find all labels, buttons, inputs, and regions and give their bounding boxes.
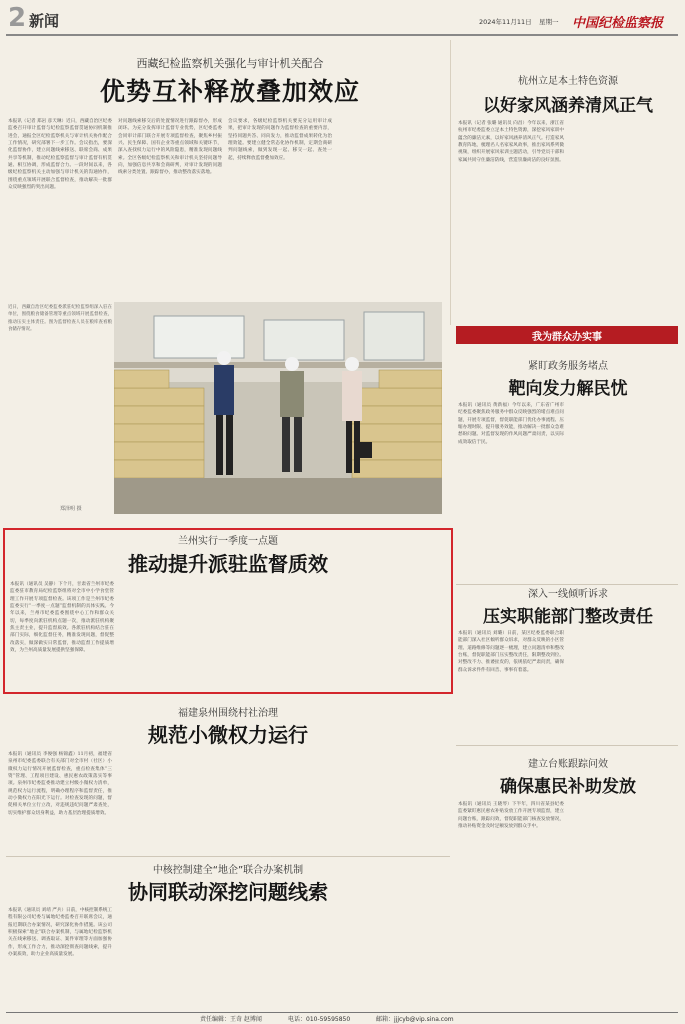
column-divider [450, 40, 451, 325]
issue-weekday: 星期一 [539, 18, 559, 26]
lanzhou-kicker: 兰州实行一季度一点题 [178, 536, 278, 547]
quanzhou-kicker: 福建泉州围绕村社治理 [178, 708, 278, 719]
quanzhou-body-col-1: 本报讯（通讯员 李俊强 杨锦鑫）11月初，福建省泉州市纪委监委联合有关部门对全市村（社区）小微权力运行情况开展监督检查，重点检查集体“三资”管理、工程项目建设、惠民惠农政策落实等事项。泉州市纪委监委推动建立村级小微权力清单，规范权力运行流程，明确办理程序和监督责任，推动小微权力在阳光下运行。对检查发现的问题，督促相关单位立行立改，对违规违纪问题严肃查处，切实维护群众切身利益，助力基层治理提质增效。 [8, 752, 112, 816]
divider-rule [456, 745, 678, 746]
subsidy-body-col-1: 本报讯（通讯员 王晓琴）下半年，四川省某县纪委监委紧盯惠民惠农补贴发放工作开展专项监督，建立问题台账，跟踪问效，督促职能部门核查发放情况，推动补贴资金及时足额发放到群众手中。 [458, 802, 564, 830]
guangzhou-body-col-2 [570, 402, 676, 580]
footer-phone: 电话：010-59595850 [288, 1016, 351, 1023]
section-name: 新闻 [29, 12, 60, 30]
hangzhou-kicker: 杭州立足本土特色资源 [518, 76, 618, 87]
top-col-3: 会议要求，各级纪检监察机关要充分运用审计成果，把审计发现的问题作为监督检查的重要内容，坚持同题共答、同向发力，推动监督成果转化为治理效能。要建立健全常态化协作机制，定期会商研判问题线索，做到发现一起、移交一起、查处一起，持续释放监督叠加效应。 [228, 119, 332, 161]
subsidy-body-col-2 [570, 801, 676, 1011]
top-col-4 [338, 118, 442, 296]
rectify-headline: 压实职能部门整改责任 [483, 607, 653, 627]
page-number: 2 [8, 3, 27, 33]
top-headline: 优势互补释放叠加效应 [99, 77, 360, 106]
rectify-body-col-1: 本报讯（通讯员 刘璐）日前，某区纪委监委联合职能部门深入社区倾听群众诉求，对群众反映的小区管理、道路维修等问题逐一梳理，建立问题清单和整改台账，督促职能部门压实整改责任，限期整改到位。对整改不力、推诿扯皮的，依规依纪严肃问责，确保群众诉求件件有回音、事事有着落。 [458, 631, 564, 673]
quanzhou-body-col-2 [118, 751, 222, 851]
photo-caption: 近日，西藏自治区纪委监委派驻纪检监察组深入驻在单位，围绕粮食储备管理等重点领域开展监督检查，推动压实主体责任。图为监督检查人员在粮库查看粮食储存情况。 [8, 305, 112, 333]
granary-photo [114, 302, 442, 514]
rectify-kicker: 深入一线倾听诉求 [528, 589, 608, 600]
top-col-2: 对问题线索移交后的处置情况进行跟踪督办，形成闭环。为充分发挥审计监督专业优势，区纪委监委会同审计部门联合开展专项监督检查，聚焦乡村振兴、民生保障、国有企业等重点领域和关键环节，深入查找权力运行中的风险隐患，精准发现问题线索。全区各级纪检监察机关和审计机关坚持问题导向，加强信息共享和会商研判，对审计发现的问题线索分类处置、跟踪督办，推动整改落实落地。 [118, 119, 222, 176]
hangzhou-headline: 以好家风涵养清风正气 [483, 96, 653, 116]
footer-editor: 责任编辑：王奇 赵博闻 [200, 1016, 262, 1023]
top-col-1: 本报讯（记者 郑岩 彦天琳）近日，西藏自治区纪委监委召开审计监督与纪检监察监督贯通协同机制推进会，通报全区纪检监察机关与审计机关协作配合工作情况，研究部署下一步工作。会议指出，要深化监督协作，建立问题线索移送、联席会商、成果共享等机制，推动纪检监察监督与审计监督有机贯通、相互协调，形成监督合力。一段时间以来，各级纪检监察机关主动加强与审计机关的沟通协作，围绕重点领域开展联合监督检查，推动解决一批群众反映强烈的突出问题。 [8, 119, 112, 191]
top-kicker: 西藏纪检监察机关强化与审计机关配合 [136, 57, 324, 70]
hangzhou-body-col-1: 本报讯（记者 张璐 通讯员 向昌）今年以来，浙江省杭州市纪委监委立足本土特色资源，深挖家风家训中蕴含的廉洁元素，以好家风涵养清风正气。打造家风教育阵地，梳理名人名家家风故事，推出家风系列微视频，组织开展家风家训主题活动，引导党员干部和家属共同守住廉洁防线，营造崇廉尚洁的良好氛围。 [458, 121, 564, 163]
banner-label: 我为群众办实事 [532, 332, 602, 343]
lanzhou-body-col-3 [230, 581, 334, 689]
cnnc-body-col-3 [228, 907, 332, 1009]
lanzhou-headline: 推动提升派驻监督质效 [128, 552, 328, 576]
guangzhou-headline: 靶向发力解民忧 [508, 379, 628, 399]
masthead-rule [6, 34, 678, 36]
photo-credit: 郑泽明 摄 [60, 506, 82, 512]
lanzhou-body-col-2 [120, 581, 224, 689]
cnnc-body-col-4 [338, 907, 442, 1009]
newspaper-logo: 中国纪检监察报 [572, 16, 664, 31]
lanzhou-body-col-4 [340, 581, 444, 689]
subsidy-kicker: 建立台账跟踪问效 [528, 759, 608, 770]
divider-rule [6, 856, 450, 857]
guangzhou-kicker: 紧盯政务服务堵点 [528, 361, 608, 372]
cnnc-headline: 协同联动深挖问题线索 [128, 880, 328, 904]
photo-illustration [114, 302, 442, 514]
footer-rule [6, 1012, 678, 1013]
issue-date: 2024年11月11日 [479, 18, 532, 26]
cnnc-body-col-2 [118, 907, 222, 1009]
quanzhou-body-col-4 [338, 751, 442, 851]
subsidy-headline: 确保惠民补助发放 [500, 777, 636, 797]
cnnc-body-col-1: 本报讯（通讯员 刘靖 严兵）日前，中核控制系统工程有限公司纪委与属地纪委监委召开联席会议，通报近期联合办案情况，研究深化协作措施。该公司积极探索“地企”联合办案机制，与属地纪检监察机关在线索移送、调查取证、案件审理等方面加强协作，形成工作合力，推动深挖彻查问题线索，提升办案质效，助力企业高质量发展。 [8, 908, 112, 958]
footer-email: 邮箱：jjjcyb@vip.sina.com [376, 1016, 454, 1023]
quanzhou-headline: 规范小微权力运行 [148, 723, 308, 747]
quanzhou-body-col-3 [228, 751, 332, 851]
cnnc-kicker: 中核控制建全“地企”联合办案机制 [152, 865, 304, 876]
hangzhou-body-col-2 [570, 120, 676, 320]
lanzhou-body-col-1: 本报讯（通讯员 吴静）下个月，甘肃省兰州市纪委监委驻市教育局纪检监察组将对全市中小学食堂管理工作开展专项监督检查。该项工作是兰州市纪委监委实行“一季度一点题”监督机制的具体实践。今年以来，兰州市纪委监委围绕中心工作和群众关切，每季度向派驻机构点题一次，推动派驻机构聚焦主责主业，提升监督质效。各派驻机构结合驻在部门实际，细化监督任务，精准发现问题，督促整改落实，做深做实日常监督，推动监督工作提质增效，为兰州高质量发展提供坚强保障。 [10, 582, 114, 654]
guangzhou-body-col-1: 本报讯（通讯员 黄新福）今年以来，广东省广州市纪委监委聚焦政务服务中群众反映强烈的堵点难点问题，开展专项监督，督促职能部门优化办事流程、压缩办理时限、提升服务效能，推动解决一批群众急难愁盼问题。对监督发现的作风问题严肃问责，以实际成效取信于民。 [458, 403, 564, 445]
